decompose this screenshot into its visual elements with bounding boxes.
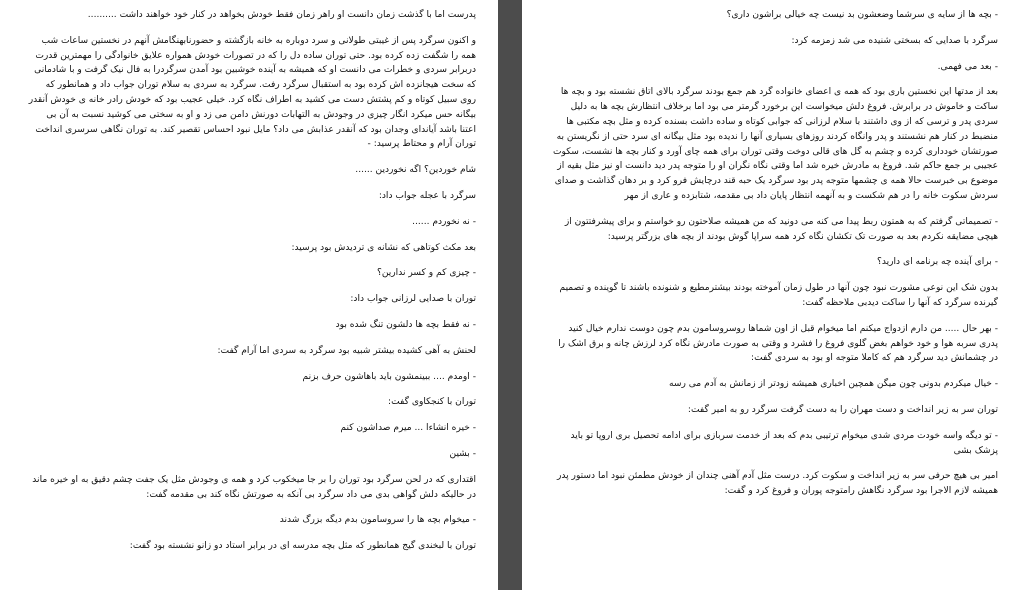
paragraph: - اومدم .... ببینمشون باید باهاشون حرف بزنم — [302, 371, 476, 382]
paragraph: لحنش به آهی کشیده بیشتر شبیه بود سرگرد به سردی اما آرام گفت: — [217, 345, 476, 356]
paragraph: سرگرد با عجله جواب داد: — [378, 190, 476, 201]
paragraph: توران با صدایی لرزانی جواب داد: — [350, 294, 476, 305]
left-page — [0, 0, 498, 590]
paragraph: بعد مکث کوتاهی که نشانه ی تردیدش بود پرسید: — [291, 242, 476, 253]
paragraph: - بچه ها از سایه ی سرشما وضعشون بد نیست چه خیالی براشون داری؟ — [726, 10, 998, 20]
paragraph: - خیال میکردم بدونی چون میگن همچین اخباری همیشه زودتر از زمانش به آدم می رسه — [668, 379, 998, 390]
paragraph: پدرست اما با گذشت زمان دانست او راهر زمان فقط خودش بخواهد در کنار خود خواهند داشت .......... — [87, 10, 476, 20]
paragraph: توران سر به زیر انداخت و دست مهران را به دست گرفت سرگرد رو به امیر گفت: — [687, 404, 998, 415]
paragraph: بعد از مدتها این نخستین باری بود که همه ی اعضای خانواده گرد هم جمع بودند سرگرد بالای اتاق نشسته بود و بچه ها ساکت و خاموش در برابرش. فروغ دلش میخواست این برخورد گرمتر می بود اما برخلاف انتظارش بچه ها به دلیل سردی پدر و ترسی که از وی داشتند با سلام لرزانی که جوابی کوتاه و ساده داشت بسنده کرده و مثل بچه مکتبی ها منضبط در کنار هم نشستند و پدر وانگاه کردند روزهای بسیاری آنها را ندیده بود مثل بیگانه ای سرد حتی از نگریستن به صورتشان خودداری کرده و چشم به گل های قالی دوخت وقتی توران برای همه چای آورد و کنار بچه ها نشست، سکوت عجیبی بر جمع حاکم شد. فروغ به مادرش خیره شد اما وقتی نگاه نگران او را متوجه پدر دید دانست او نیز مثل بقیه از موضوع بی خبرست حالا همه ی چشمها متوجه پدر بود سرگرد یک حبه قند درچایش فرو کرد و بر دهان گذاشت و صدای سردش سکوت خانه را در هم شکست و به آنهمه انتظار پایان داد بی مقدمه، شتابزده و عاری از مهر — [552, 87, 998, 201]
paragraph: - بعد می فهمی. — [937, 61, 998, 72]
paragraph: و اکنون سرگرد پس از غیبتی طولانی و سرد دوباره به خانه بازگشته و حضورنابهنگامش آنهم در نخستین ساعات شب همه را شگفت زده کرده بود. حتی توران ساده دل را که در تصورات خودش همواره علایق خانوادگی را مهمترین قدرت دربرابر سردی و خطرات می دانست او که همیشه به آینده خوشبین بود آمدن سرگردرا به فال نیک گرفت و با شادمانی که سخت هیجانزده اش کرده بود به استقبال سرگرد رفت. سرگرد به سردی به سلام توران جواب داد و همانطور که روی سبیل کوتاه و کم پشتش دست می کشید به اطراف نگاه کرد. خیلی عجیب بود که خودش رادر خانه ی خودش آنقدر بیگانه حس میکرد انگار چیزی در وجودش به التهابات دورنش دامن می زد و او به سختی می کوشید نسبت به آن بی اعتنا باشد آیاندای وجدان بود که آنقدر عذابش می داد؟ مایل نبود احساس تقصیر کند. به توران نگاهی سرسری انداخت توران آرام و محتاط پرسید: - — [28, 35, 476, 150]
paragraph: - میخوام بچه ها را سروسامون بدم دیگه بزرگ شدند — [279, 515, 476, 526]
paragraph: اقتداری که در لحن سرگرد بود توران را بر جا میخکوب کرد و همه ی وجودش مثل یک جفت چشم دقیق به او خیره ماند در حالیکه دلش گواهی بدی می داد سرگرد بی آنکه به صورتش نگاه کند بی مقدمه گفت: — [32, 474, 476, 500]
paragraph: توران با لبخندی گیج همانطور که مثل بچه مدرسه ای در برابر استاد دو زانو نشسته بود گفت: — [129, 541, 476, 552]
right-page — [522, 0, 1024, 590]
paragraph: امیر بی هیچ حرفی سر به زیر انداخت و سکوت کرد. درست مثل آدم آهنی چندان از خودش مطمئن نبود اما دستور پدر همیشه لازم الاجرا بود سرگرد نگاهش رامتوجه پوران و فروغ کرد و گفت: — [556, 471, 998, 497]
paragraph: بدون شک این نوعی مشورت نبود چون آنها در طول زمان آموخته بودند بیشترمطیع و شنونده باشند تا گوینده و تصمیم گیرنده سرگرد که آنها را ساکت دیدبی ملاحظه گفت: — [559, 283, 998, 308]
paragraph: شام خوردین؟ اگه نخوردین ...... — [355, 165, 476, 176]
paragraph: سرگرد با صدایی که بسختی شنیده می شد زمزمه کرد: — [791, 35, 998, 46]
paragraph: - تو دیگه واسه خودت مردی شدی میخوام ترتیبی بدم که بعد از خدمت سربازی برای ادامه تحصیل بری اروپا تو باید پزشک بشی — [570, 430, 998, 456]
paragraph: - نه فقط بچه ها دلشون تنگ شده بود — [335, 319, 476, 330]
paragraph: - بهر حال ..... من دارم ازدواج میکنم اما میخوام قبل از اون شماها روسروسامون بدم چون دوست ندارم خیال کنید پدری سربه هوا و خود خواهم بغض گلوی فروغ را فشرد و وقتی به صورت مادرش نگاه کرد لرزش چانه و برق اشک را در چشمانش دید سرگرد هم که کاملا متوجه او بود به سردی گفت: — [558, 323, 998, 364]
paragraph: - برای آینده چه برنامه ای دارید؟ — [877, 257, 998, 268]
paragraph: - تصمیماتی گرفتم که به همتون ربط پیدا می کنه می دونید که من همیشه صلاحتون رو خواستم و برای پیشرفتتون از هیچی مضایقه نکردم بعد به صورت تک تکشان نگاه کرد همه سراپا گوش بودند از بچه های بزرگتر پرسید: — [564, 216, 998, 242]
paragraph: توران با کنجکاوی گفت: — [388, 397, 476, 408]
paragraph: - چیزی کم و کسر ندارین؟ — [377, 268, 476, 279]
right-page-text — [548, 8, 998, 499]
paragraph: - بشین — [449, 448, 476, 459]
paragraph: - خیره انشاءا ... میرم صداشون کنم — [340, 423, 476, 434]
left-page-text — [28, 8, 476, 554]
paragraph: - نه نخوردم ...... — [412, 216, 476, 227]
